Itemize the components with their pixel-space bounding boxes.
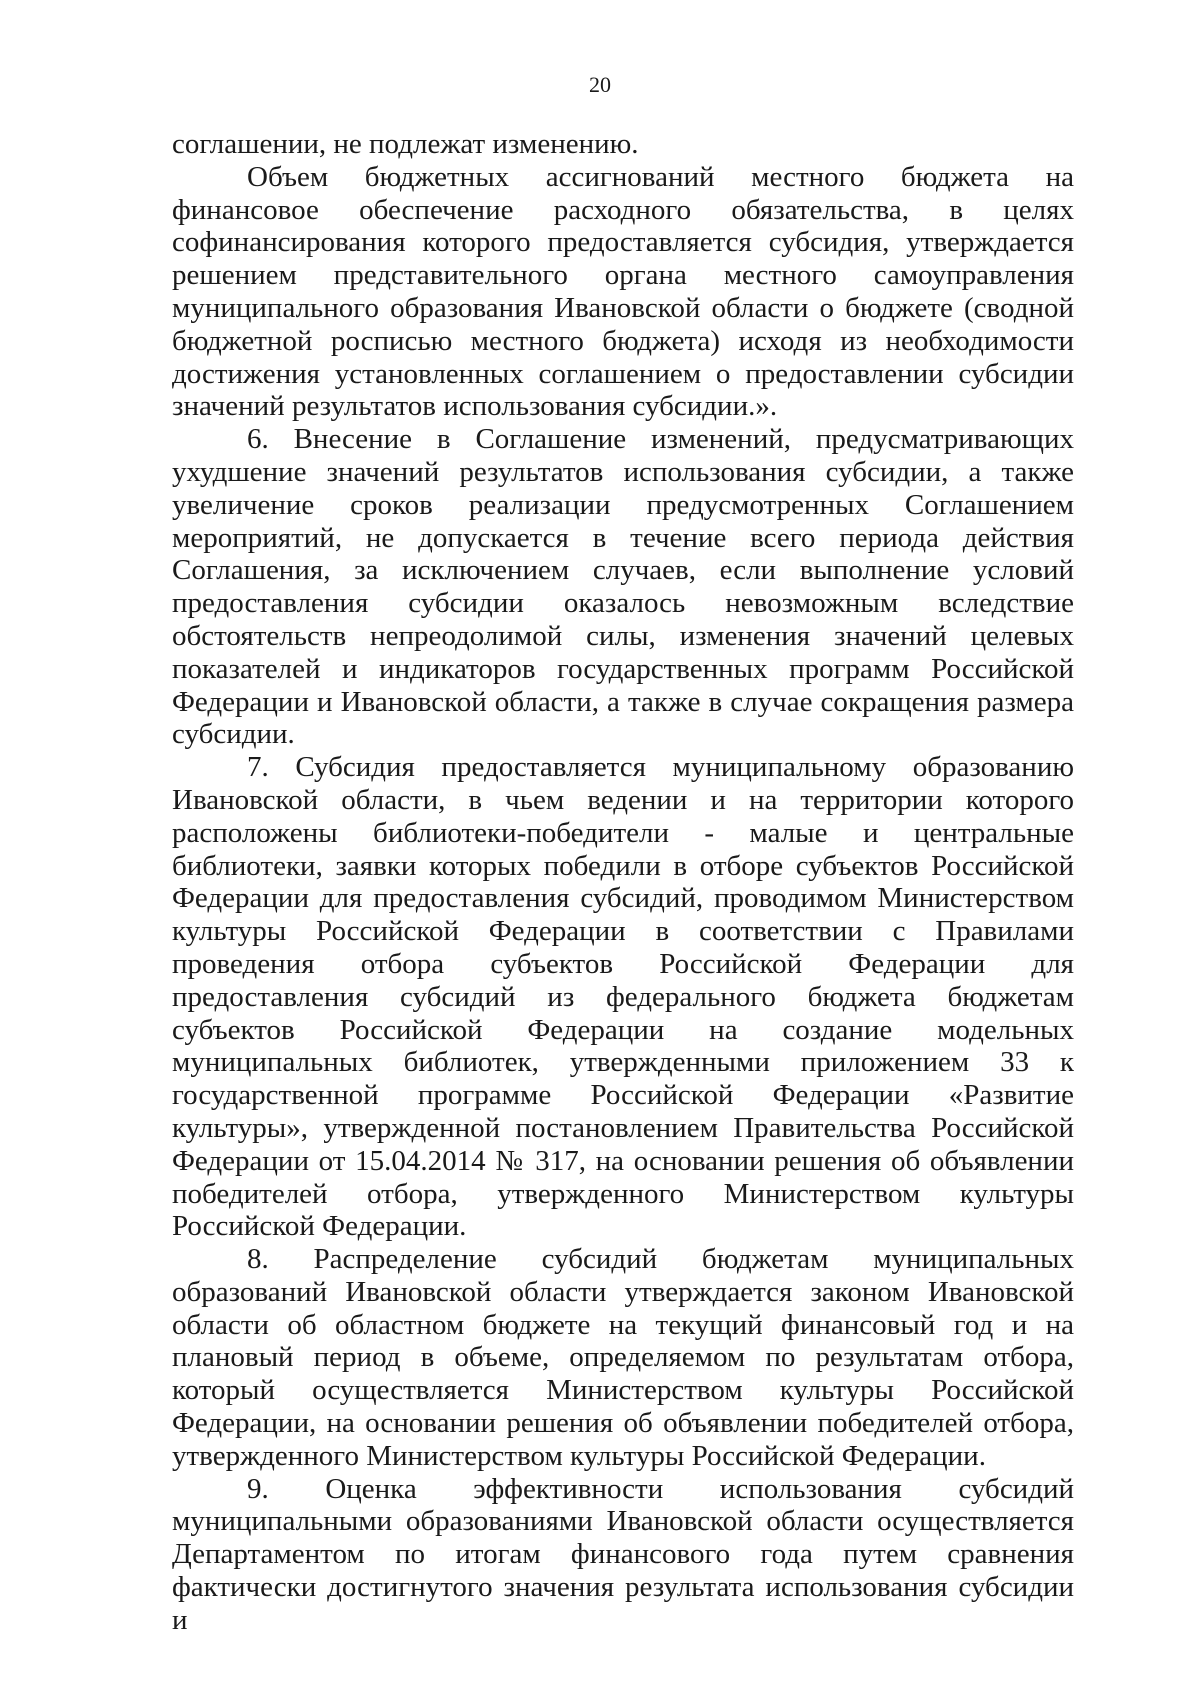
paragraph-item-8: 8. Распределение субсидий бюджетам муниципальных образований Ивановской области утверждается законом Ивановской области об областном бюджете на текущий финансовый год и на плановый период в объеме, определяемом по результатам отбора, который осуществляется Министерством культуры Российской Федерации, на основании решения об объявлении победителей отбора, утвержденного Министерством культуры Российской Федерации. xyxy=(172,1243,1074,1472)
page-number: 20 xyxy=(589,72,611,97)
document-body xyxy=(172,128,1074,1637)
paragraph-item-6: 6. Внесение в Соглашение изменений, предусматривающих ухудшение значений результатов использования субсидии, а также увеличение сроков реализации предусмотренных Соглашением мероприятий, не допускается в течение всего периода действия Соглашения, за исключением случаев, если выполнение условий предоставления субсидии оказалось невозможным вследствие обстоятельств непреодолимой силы, изменения значений целевых показателей и индикаторов государственных программ Российской Федерации и Ивановской области, а также в случае сокращения размера субсидии. xyxy=(172,423,1074,751)
paragraph-item-7: 7. Субсидия предоставляется муниципальному образованию Ивановской области, в чьем ведении и на территории которого расположены библиотеки-победители - малые и центральные библиотеки, заявки которых победили в отборе субъектов Российской Федерации для предоставления субсидий, проводимом Министерством культуры Российской Федерации в соответствии с Правилами проведения отбора субъектов Российской Федерации для предоставления субсидий из федерального бюджета бюджетам субъектов Российской Федерации на создание модельных муниципальных библиотек, утвержденными приложением 33 к государственной программе Российской Федерации «Развитие культуры», утвержденной постановлением Правительства Российской Федерации от 15.04.2014 № 317, на основании решения об объявлении победителей отбора, утвержденного Министерством культуры Российской Федерации. xyxy=(172,751,1074,1243)
paragraph-continuation: соглашении, не подлежат изменению. xyxy=(172,128,639,160)
paragraph-budget-allocations: Объем бюджетных ассигнований местного бюджета на финансовое обеспечение расходного обязательства, в целях софинансирования которого предоставляется субсидия, утверждается решением представительного органа местного самоуправления муниципального образования Ивановской области о бюджете (сводной бюджетной росписью местного бюджета) исходя из необходимости достижения установленных соглашением о предоставлении субсидии значений результатов использования субсидии.». xyxy=(172,160,1074,423)
paragraph-item-9: 9. Оценка эффективности использования субсидий муниципальными образованиями Ивановской области осуществляется Департаментом по итогам финансового года путем сравнения фактически достигнутого значения результата использования субсидии и xyxy=(172,1472,1074,1636)
